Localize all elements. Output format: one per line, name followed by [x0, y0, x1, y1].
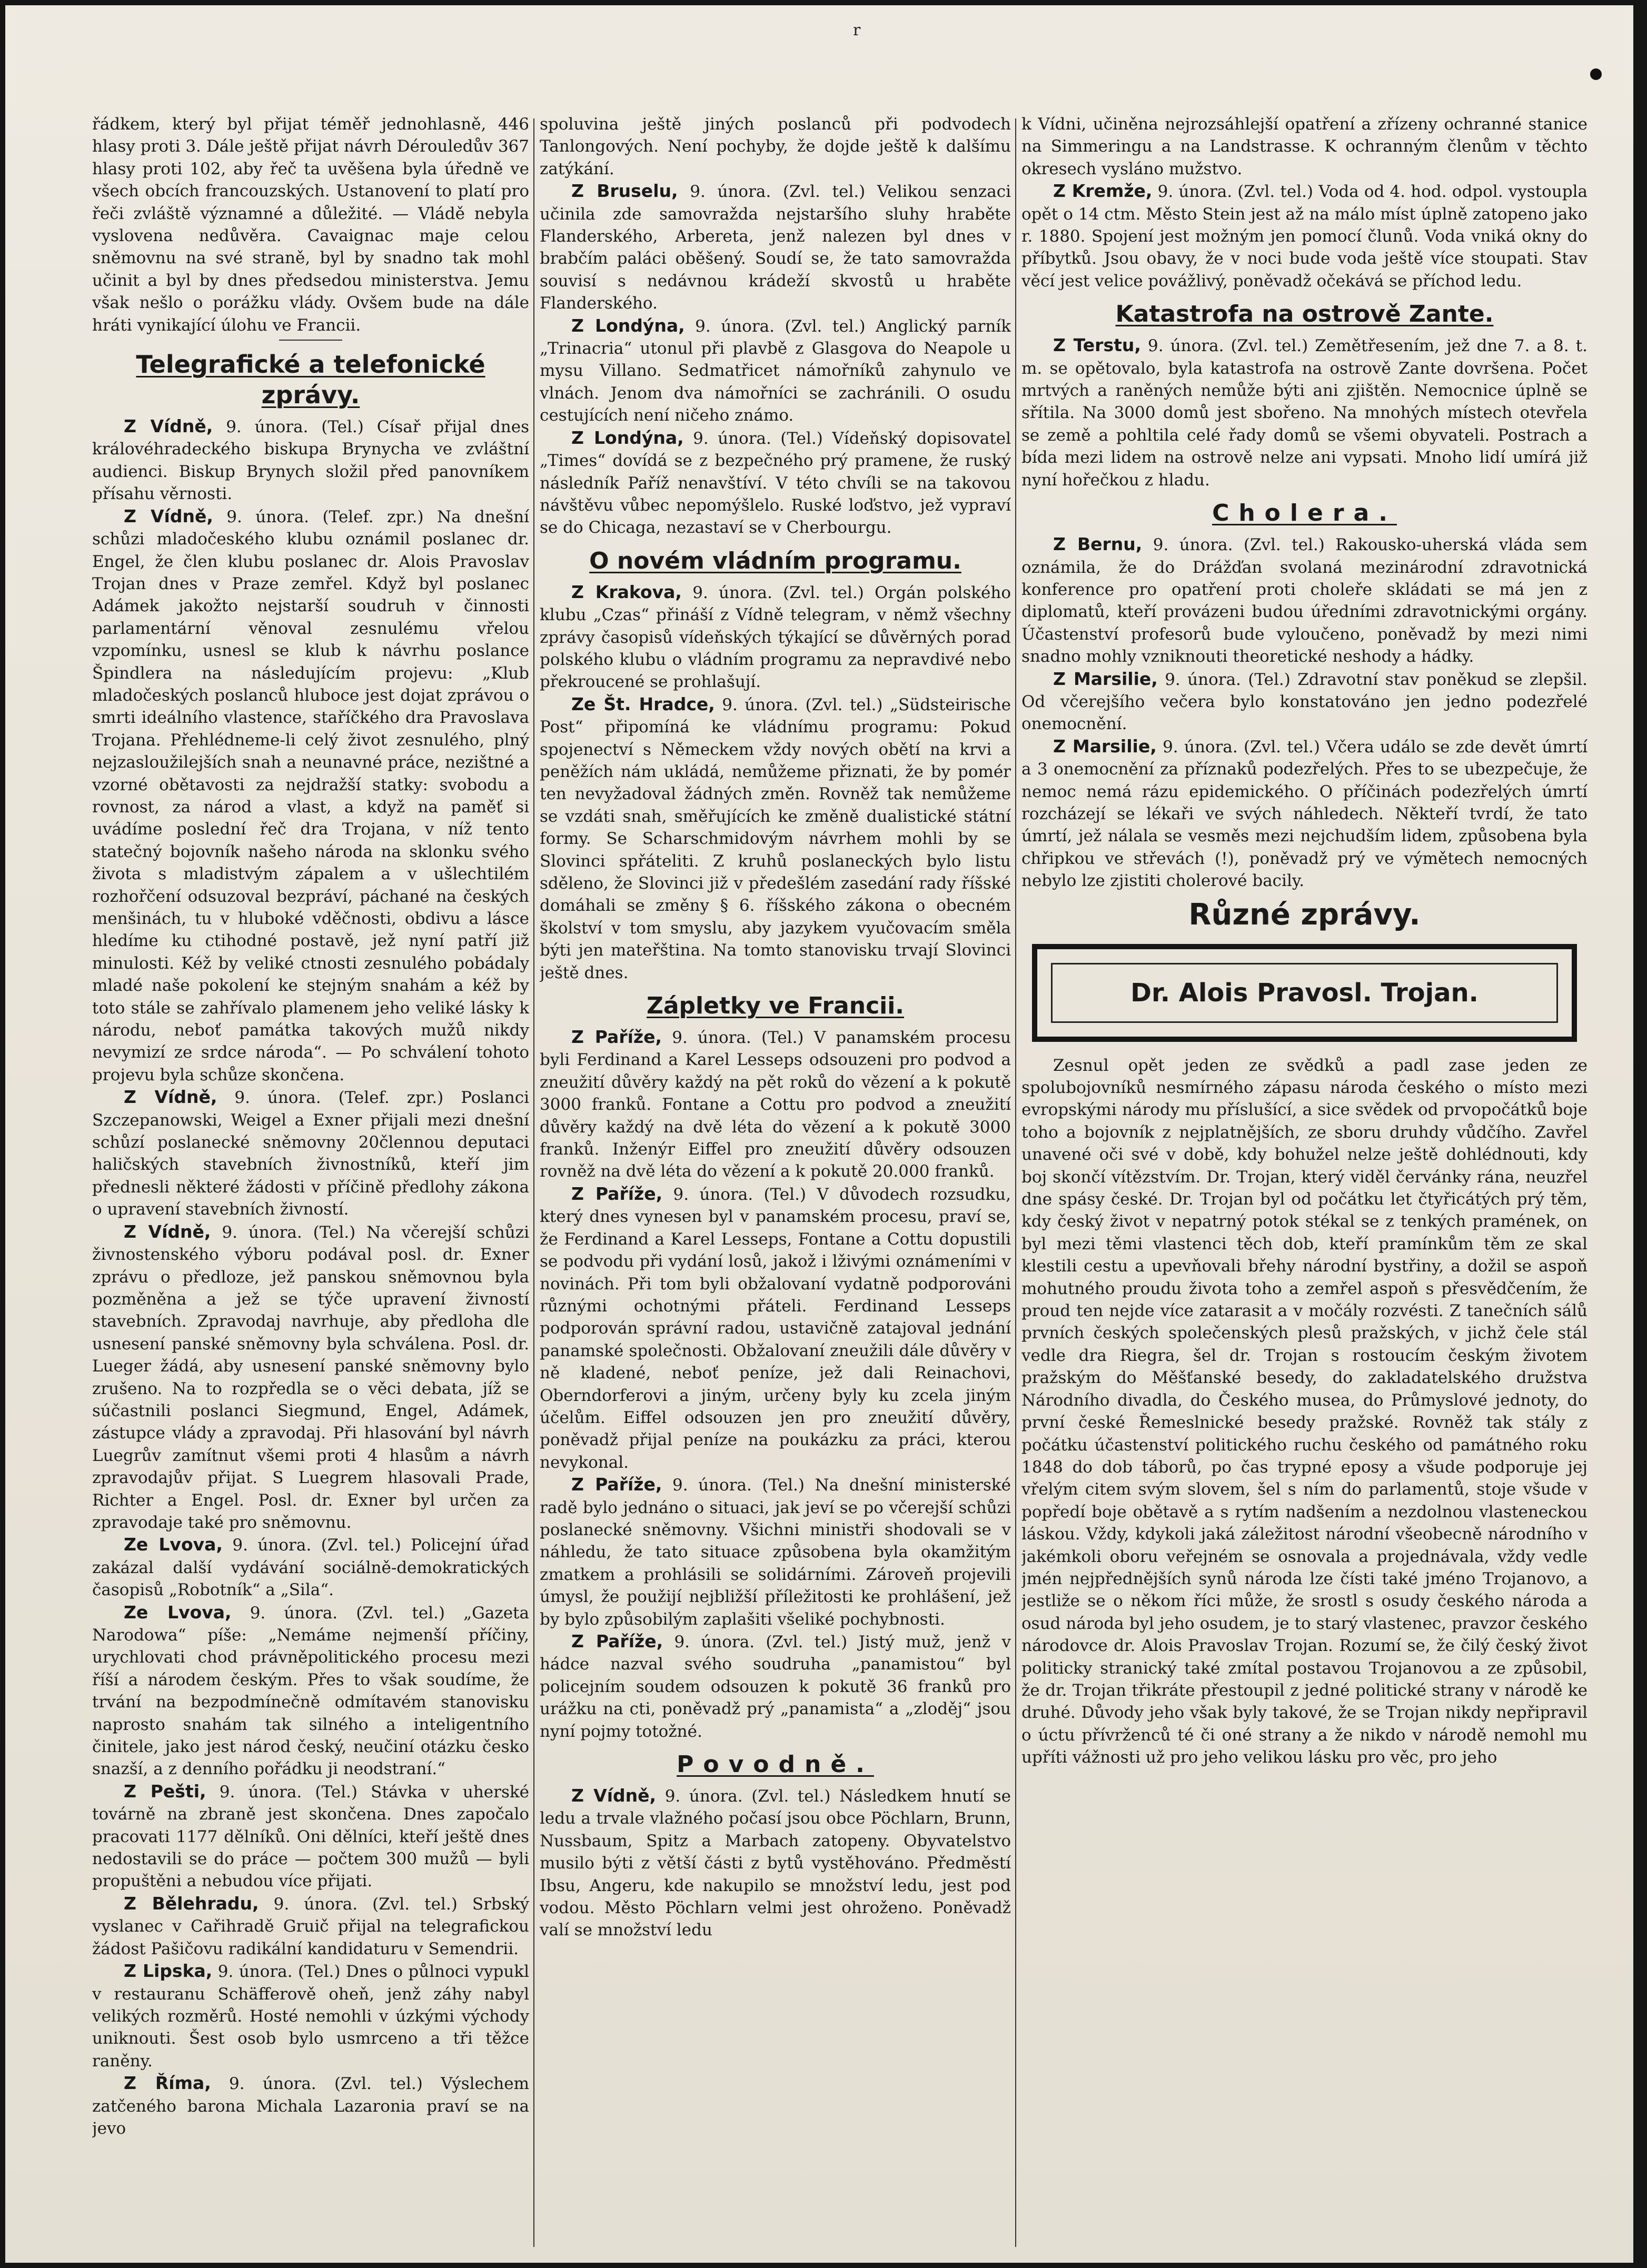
dateline: Ze Št. Hradce, [571, 693, 715, 714]
dateline: Z Lipska, [124, 1961, 213, 1982]
dateline: Z Bělehradu, [124, 1893, 259, 1914]
dateline: Z Vídně, [124, 505, 213, 526]
dateline: Z Paříže, [571, 1183, 663, 1204]
column-1 [92, 113, 529, 2247]
news-item: Z Vídně, 9. února. (Tel.) Na včerejší schůzi živnostenského výboru podával posl. dr. Exner zprávu o předloze, jež panskou sněmovnou byla pozměněna a jež se týče upravení živností stavebních. Zpravodaj navrhuje, aby předloha dle usnesení panské sněmovny byla schválena. Posl. dr. Lueger žádá, aby usnesení panské sněmovny bylo zrušeno. Na to rozpředla se o věci debata, jíž se súčastnili poslanci Siegmund, Engel, Adámek, zástupce vlády a zpravodaj. Při hlasování byl návrh Luegrův zamítnut všemi proti 4 hlasům a návrh zpravodajův přijat. S Luegrem hlasovali Prade, Richter a Engel. Posl. dr. Exner byl určen za zpravodaje také pro sněmovnu. [92, 1221, 529, 1532]
dateline: Z Paříže, [571, 1474, 662, 1495]
section-heading-misc: Různé zprávy. [1188, 897, 1421, 932]
news-item: Z Bruselu, 9. února. (Zvl. tel.) Velikou senzaci učinila zde samovražda nejstaršího sluhy hraběte Flanderského, Arbereta, jenž nalezen byl dnes v brabčím paláci oběšený. Soudí se, že tato samovražda souvisí s nedávnou krádeží skvostů u hraběte Flanderského. [540, 181, 1011, 313]
dateline: Z Bernu, [1053, 534, 1143, 555]
news-item: Z Londýna, 9. února. (Tel.) Vídeňský dopisovatel „Times“ dovídá se z bezpečného prý pramene, že ruský následník Paříž nenavštíví. V této chvíli se na takovou návštěvu vůbec nepomýšlelo. Ruské loďstvo, jež vypraví se do Chicaga, nezastaví se v Cherbourgu. [540, 427, 1011, 538]
dateline: Z Bruselu, [571, 181, 678, 202]
news-item: Z Lipska, 9. února. (Tel.) Dnes o půlnoci vypukl v restauranu Schäfferově oheň, jenž záhy nabyl velikých rozměrů. Hosté nemohli v úzkými východy uniknouti. Šest osob bylo usmrceno a tři těžce raněny. [92, 1961, 529, 2071]
news-item: Z Vídně, 9. února. (Tel.) Císař přijal dnes královéhradeckého biskupa Brynycha ve zvláštní audienci. Biskup Brynych složil před panovníkem přísahu věrnosti. [92, 416, 529, 504]
dateline: Z Vídně, [571, 1785, 657, 1806]
dateline: Z Marsilie, [1053, 668, 1158, 689]
news-item: Z Říma, 9. února. (Zvl. tel.) Výslechem zatčeného barona Michala Lazaronia praví se na jevo [92, 2073, 529, 2138]
news-item: Ze Lvova, 9. února. (Zvl. tel.) Policejní úřad zakázal další vydávání sociálně-demokratických časopisů „Robotník“ a „Sila“. [92, 1534, 529, 1600]
obituary-box [1032, 944, 1577, 1042]
dateline: Z Pešti, [124, 1780, 206, 1802]
news-item: Z Bělehradu, 9. února. (Zvl. tel.) Srbský vyslanec v Cařihradě Gruič přijal na telegrafickou žádost Pašičovu radikální kandidaturu v Semendrii. [92, 1893, 529, 1958]
news-item: Z Marsilie, 9. února. (Tel.) Zdravotní stav poněkud se zlepšil. Od včerejšího večera bylo konstatováno jen jedno podezřelé onemocnění. [1021, 668, 1588, 734]
column-rule-1 [533, 118, 534, 2247]
news-item: Z Bernu, 9. února. (Zvl. tel.) Rakousko-uherská vláda sem oznámila, že do Drážďan svolaná mezinárodní zdravotnická konference pro opatření proti choleře skládati se má jen z diplomatů, kteří provázeni budou úředními zdravotnickými orgány. Účastenství profesorů bude vyloučeno, poněvadž by mezi nimi snadno mohly vzniknouti theoretické neshody a hádky. [1021, 534, 1588, 667]
section-heading-floods: Povodně. [677, 1751, 874, 1778]
dateline: Z Londýna, [571, 427, 684, 448]
dateline: Z Vídně, [124, 416, 213, 437]
news-item: Ze Lvova, 9. února. (Zvl. tel.) „Gazeta Narodowa“ píše: „Nemáme nejmenší příčiny, urychlovati chod právněpolitického procesu mezi říší a národem českým. Přes to však soudíme, že trvání na bezpodmínečně odmítavém stanovisku naprosto snahám tak silného a inteligentního činitele, jako jest národ český, neučiní otázku česko snazší, a z denního pořádku ji neodstraní.“ [92, 1601, 529, 1779]
news-item: Z Paříže, 9. února. (Tel.) V důvodech rozsudku, který dnes vynesen byl v panamském procesu, praví se, že Ferdinand a Karel Lesseps, Fontane a Cottu dopustili se podvodu při vydání losů, jakož i lživými oznámeními v novinách. Při tom byli obžalovaní vydatně podporováni různými ochotnými přáteli. Ferdinand Lesseps podporován správní radou, ustavičně zatajoval jednání panamské společnosti. Obžalovaní zneužili dále důvěry v ně kladené, neboť peníze, jež dali Reinachovi, Oberndorferovi a jiným, určeny byly ku zcela jiným účelům. Eiffel odsouzen jen pro zneužití důvěry, poněvadž přijal peníze na poukázku za práci, kterou nevykonal. [540, 1183, 1011, 1472]
dateline: Z Marsilie, [1053, 735, 1157, 757]
section-heading-telegrams: Telegrafické a telefonické zprávy. [136, 350, 485, 410]
dateline: Z Paříže, [571, 1027, 662, 1048]
news-item: Z Paříže, 9. února. (Zvl. tel.) Jistý muž, jenž v hádce nazval svého soudruha „panamistou“ byl policejním soudem odsouzen k pokutě 36 franků pro urážku na cti, poněvadž prý „panamista“ a „zloděj“ jsou nyní pojmy totožné. [540, 1631, 1011, 1741]
section-heading-government-program: O novém vládním programu. [589, 547, 961, 574]
news-item: Z Paříže, 9. února. (Tel.) Na dnešní ministerské radě bylo jednáno o situaci, jak jeví se po včerejší schůzi poslanecké sněmovny. Všichni ministři shodovali se v náhledu, že tato situace způsobena byla okamžitým zmatkem a prohlásili se solidárními. Zároveň projevili úmysl, že použijí nejbližší příležitosti ke prohlášení, jež by bylo způsobilým zaplašiti všeliké pochybnosti. [540, 1474, 1011, 1629]
obituary-text: Zesnul opět jeden ze svědků a padl zase jeden ze spolubojovníků nesmírného zápasu národa českého o místo mezi evropskými národy mu příslušící, a sice svědek od prvopočátků boje toho a bojovník z nejplatnějších, ze sboru druhdy vůdčího. Zavřel unavené oči své v době, kdy bohužel nelze ještě dohlédnouti, kdy boj skončí vítězstvím. Dr. Trojan, který viděl červánky rána, neuzřel dne spásy české. Dr. Trojan byl od počátku let čtyřicátých prý těm, kdy český život v nepatrný potok stékal se z tenkých pramének, on byl mezi těmi vlastenci těch dob, kteří pramínkům těm ze skal klestili cestu a upevňovali břehy národní bystřiny, a dožil se aspoň mohutného proudu života toho a zemřel aspoň s přesvědčením, že proud ten nejde více zatarasit a v močály rozvésti. Z tanečních sálů prvních českých společenských plesů pražských, v jichž čele stál vedle dra Riegra, šel dr. Trojan s rostoucím českým životem pražským do Měšťanské besedy, do zakladatelského družstva Národního divadla, do Českého musea, do Průmyslové jednoty, do první české Řemeslnické besedy pražské. Rovněž tak stály z počátku účastenství politického ruchu českého od památného roku 1848 do dob táborů, po čas trypné eposy a všude podporuje jej vřelým citem svým slovem, šel s ním do parlamentů, stoje všude v popředí boje obětavě a s rytím nadšením a nezdolnou vlasteneckou láskou. Vždy, kdykoli jaká záležitost národní všeobecně národního v jakémkoli oboru veřejném se osnovala a projednávala, vždy vedle jmén nejpřednějších synů národa lze čísti také jméno Trojanovo, a jestliže se o někom říci může, že srostl s osudy českého národa a osud národa byl jeho osudem, je to starý vlastenec, pravzor českého národovce dr. Alois Pravoslav Trojan. Rozumí se, že čilý český život politicky stranický také zmítal postavou Trojanovou a ze způsobil, že dr. Trojan třikráte přestoupil z jedné politické strany v národě ke druhé. Důvody jeho však byly takové, že se Trojan nikdy nepřipravil o úctu přívrženců té či oné strany a že nikdo v národě nemohl mu upříti vážnosti už pro jeho velikou lásku pro věc, pro jeho [1021, 1056, 1588, 1767]
dateline: Z Terstu, [1053, 335, 1141, 356]
news-item: Z Vídně, 9. února. (Zvl. tel.) Následkem hnutí se ledu a trvale vlažného počasí jsou obce Pöchlarn, Brunn, Nussbaum, Spitz a Marbach zatopeny. Obyvatelstvo musilo býti z větší části z bytů vystěhováno. Předměstí Ibsu, Angeru, kde nakupilo se množství ledu, jest pod vodou. Město Pöchlarn velmi jest ohroženo. Poněvadž valí se množství ledu [540, 1785, 1011, 1940]
dateline: Ze Lvova, [124, 1534, 223, 1555]
column-3 [1021, 113, 1588, 2247]
section-heading-cholera: Cholera. [1212, 500, 1397, 527]
news-item: Z Paříže, 9. února. (Tel.) V panamském procesu byli Ferdinand a Karel Lesseps odsouzeni pro podvod a zneužití důvěry každý na pět roků do vězení a k pokutě 3000 franků. Fontane a Cottu pro podvod a zneužití důvěry každý na dvě léta do vězení a k pokutě 3000 franků. Inženýr Eiffel pro zneužití důvěry odsouzen rovněž na dvě léta do vězení a k pokutě 20.000 franků. [540, 1027, 1011, 1181]
dateline: Z Vídně, [124, 1221, 211, 1242]
news-item: Z Krakova, 9. února. (Zvl. tel.) Orgán polského klubu „Czas“ přináší z Vídně telegram, v němž všechny zprávy časopisů vídeňských týkající se důvěrných porad polského klubu o vládním programu za nepravdivé nebo překroucené se prohlašují. [540, 581, 1011, 692]
page-mark: r [853, 21, 861, 39]
news-item: Z Vídně, 9. února. (Telef. zpr.) Poslanci Szczepanowski, Weigel a Exner přijali mezi dnešní schůzí poslanecké sněmovny 20člennou deputaci haličských stavebních živnostníků, kteří jim přednesli některé žádosti v příčině předlohy zákona o upravení stavebních živností. [92, 1087, 529, 1219]
dateline: Z Londýna, [571, 315, 685, 336]
dateline: Z Paříže, [571, 1631, 663, 1652]
column-rule-2 [1015, 118, 1016, 2247]
news-item: Ze Št. Hradce, 9. února. (Zvl. tel.) „Südsteirische Post“ připomíná ke vládnímu programu: Pokud spojenectví s Německem vždy nových obětí na krvi a peněžích nám ukládá, nemůžeme přiznati, že by pomér ten nevyžadoval žádných změn. Rovněž tak nemůžeme se vzdáti snah, směřujících ke změně dualistické státní formy. Se Scharschmidovým návrhem mohli by se Slovinci spřáteliti. Z kruhů poslaneckých bylo listu sděleno, že Slovinci již v předešlém zasedání rady říšské domáhali se změny § 6. říšského zákona o obecném školství v tom smyslu, aby jazykem vyučovacím směla býti jen mateřština. Na tomto stanovisku trvají Slovinci ještě dnes. [540, 693, 1011, 982]
article-continuation: řádkem, který byl přijat téměř jednohlasně, 446 hlasy proti 3. Dále ještě přijat návrh Dérouledův 367 hlasy proti 102, aby řeč ta uvěšena byla úředně ve všech obcích francouzských. Ustanovení to platí pro řeči zvláště významné a důležité. — Vládě nebyla vyslovena nedůvěra. Cavaignac maje celou sněmovnu na své straně, byl by snadno tak mohl učinit a byl by dnes předsedou ministerstva. Jemu však nešlo o porážku vlády. Ovšem bude na dále hráti vynikající úlohu ve Francii. [92, 115, 529, 335]
dateline: Z Krakova, [571, 581, 682, 602]
news-item: Z Marsilie, 9. února. (Zvl. tel.) Včera událo se zde devět úmrtí a 3 onemocnění za příznaků podezřelých. Přes to se ubezpečuje, že nemoc nemá rázu epidemického. O příčinách podezřelých úmrtí rozcházejí se lékaři ve svých náhledech. Někteří tvrdí, že tato úmrtí, jež nálala se vesměs mezi nejchudším lidem, způsobena byla chřipkou ve střevách (!), poněvadž prý ve výmětech nemocných nebylo lze zjistiti cholerové bacily. [1021, 735, 1588, 891]
section-divider [279, 340, 342, 341]
dateline: Z Vídně, [124, 1087, 217, 1108]
dateline: Z Kremže, [1053, 181, 1153, 202]
news-item: Z Vídně, 9. února. (Telef. zpr.) Na dnešní schůzi mladočeského klubu oznámil poslanec dr. Engel, že člen klubu poslanec dr. Alois Pravoslav Trojan dnes v Praze zemřel. Když byl poslanec Adámek jakožto nejstarší soudruh v činnosti parlamentární věnoval zesnulému vřelou vzpomínku, usnesl se klub k návrhu poslance Špindlera na následujícím projevu: „Klub mladočeských poslanců hluboce jest dojat zprávou o smrti ideálního vlastence, staříčkého dra Pravoslava Trojana. Přehlédneme-li celý život zesnulého, plný nejzasloužilejších snah a neunavné práce, nezištné a vzorné obětavosti za nejdražší statky: svobodu a rovnost, za národ a vlast, a když na paměť si uvádíme poslední řeč dra Trojana, v níž tento statečný bojovník našeho národa na sklonku svého života s mladistvým zápalem a v ušlechtilém rozhořčení odsuzoval bezpráví, páchané na českých menšinách, tu v hluboké vděčnosti, obdivu a lásce hledíme ku ctihodné postavě, jež nyní patří již minulosti. Kéž by veliké ctnosti zesnulého pobádaly mladé naše pokolení ke stejným snahám a kéž by toto stále se zahřívalo plamenem jeho veliké lásky k národu, neboť památka takových mužů nikdy nevymizí ze srdce národa“. — Po schválení tohoto projevu byla schůze skončena. [92, 505, 529, 1085]
column-2 [540, 113, 1011, 2247]
news-item: Z Pešti, 9. února. (Tel.) Stávka v uherské továrně na zbraně jest skončena. Dnes započalo pracovati 1177 dělníků. Oni dělníci, kteří ještě dnes nedostavili se do práce — počtem 300 mužů — byli propuštěni a nebudou více přijati. [92, 1780, 529, 1891]
obituary-title: Dr. Alois Pravosl. Trojan. [1051, 963, 1558, 1023]
news-item: Z Kremže, 9. února. (Zvl. tel.) Voda od 4. hod. odpol. vystoupla opět o 14 ctm. Město Stein jest až na málo míst úplně zatopeno jako r. 1880. Spojení jest možným jen pomocí člunů. Voda vniká okny do příbytků. Jsou obavy, že v noci bude voda ještě více stoupati. Stav věcí jest velice povážlivý, poněvadž očekává se příchod ledu. [1021, 181, 1588, 291]
dateline: Ze Lvova, [124, 1601, 232, 1623]
ink-dot [1590, 68, 1602, 80]
news-item: Z Terstu, 9. února. (Zvl. tel.) Zemětřesením, jež dne 7. a 8. t. m. se opětovalo, byla katastrofa na ostrově Zante dovršena. Počet mrtvých a raněných nemůže býti ani zjištěn. Nemocnice úplně se sřítila. Na 3000 domů jest sbořeno. Na mnohých místech otevřela se země a pohltila celé řady domů se všemi obyvateli. Postrach a bída mezi lidem na ostrově nelze ani vypsati. Mnoho lidí umírá již nyní hořečkou z hladu. [1021, 335, 1588, 490]
article-continuation: spoluvina ještě jiných poslanců při podvodech Tanlongových. Není pochyby, že dojde ještě k dalšímu zatýkání. [540, 115, 1011, 178]
dateline: Z Říma, [124, 2073, 211, 2094]
news-item: Z Londýna, 9. února. (Zvl. tel.) Anglický parník „Trinacria“ utonul při plavbě z Glasgova do Neapole u mysu Villano. Sedmatřicet námořníků zahynulo ve vlnách. Jenom dva námořníci se zachránili. O osudu cestujících není ničeho známo. [540, 315, 1011, 425]
article-continuation: k Vídni, učiněna nejrozsáhlejší opatření a zřízeny ochranné stanice na Simmeringu a na Landstrasse. K ochranným členům v těchto okresech vysláno mužstvo. [1021, 115, 1588, 178]
section-heading-zante: Katastrofa na ostrově Zante. [1115, 301, 1494, 328]
section-heading-france: Zápletky ve Francii. [646, 992, 905, 1020]
